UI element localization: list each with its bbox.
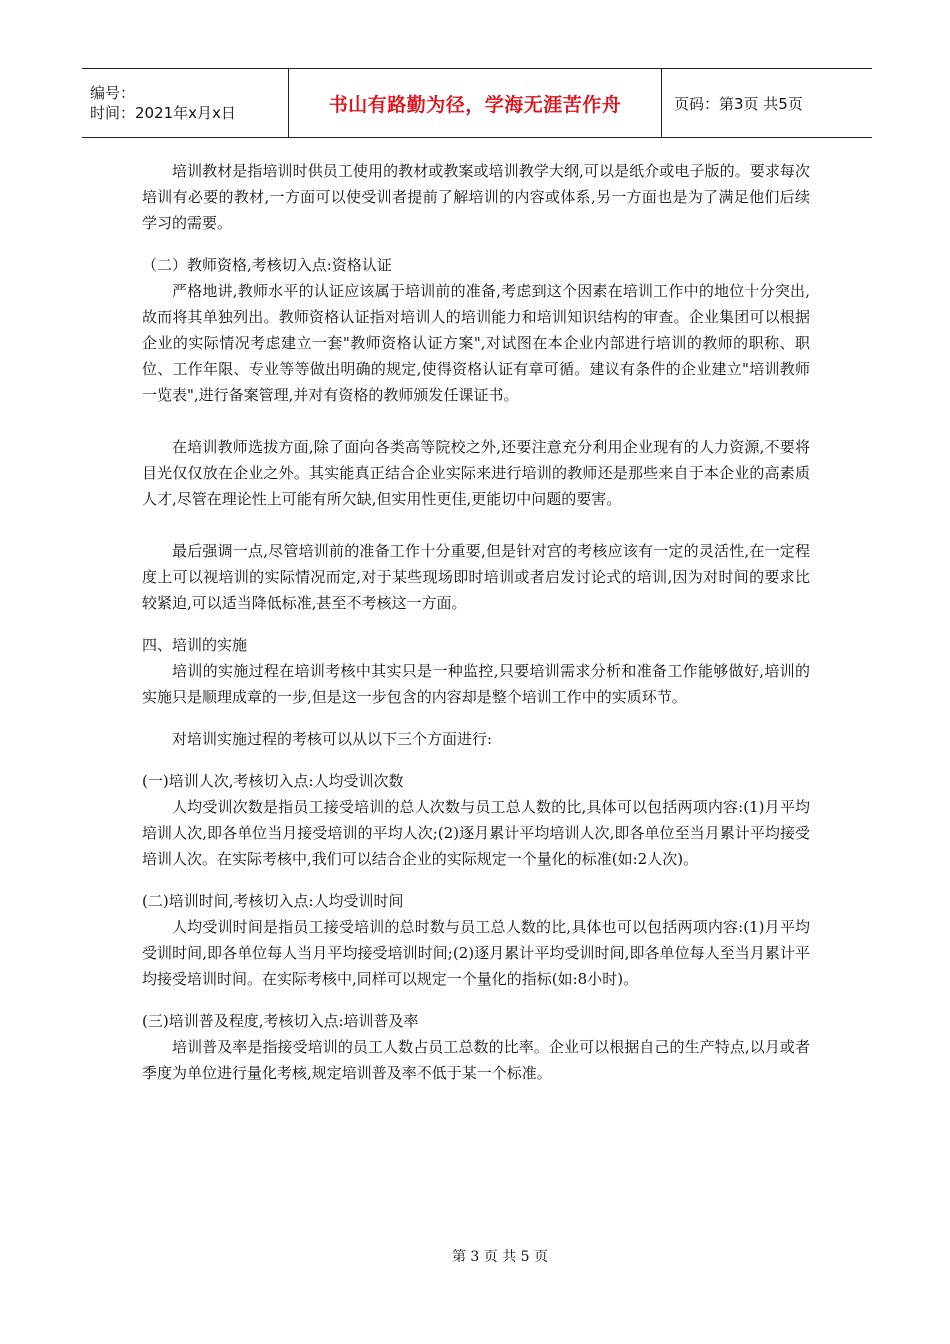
number-label: 编号： xyxy=(90,84,136,102)
document-body xyxy=(142,158,810,1086)
paragraph: 培训普及率是指接受培训的员工人数占员工总数的比率。企业可以根据自己的生产特点,以月或者季度为单位进行量化考核,规定培训普及率不低于某一个标准。 xyxy=(142,1038,810,1082)
paragraph: 人均受训次数是指员工接受培训的总人次数与员工总人数的比,具体可以包括两项内容:(1)月平均培训人次,即各单位当月接受培训的平均人次;(2)逐月累计平均培训人次,即各单位至当月累计平均接受培训人次。在实际考核中,我们可以结合企业的实际规定一个量化的标准(如:2人次)。 xyxy=(142,798,810,868)
paragraph: 在培训教师选拔方面,除了面向各类高等院校之外,还要注意充分利用企业现有的人力资源,不要将目光仅仅放在企业之外。其实能真正结合企业实际来进行培训的教师还是那些来自于本企业的高素质人才,尽管在理论性上可能有所欠缺,但实用性更佳,更能切中问题的要害。 xyxy=(142,438,810,508)
header-table xyxy=(82,68,872,138)
date-label: 时间：2021年x月x日 xyxy=(90,104,236,122)
paragraph: 对培训实施过程的考核可以从以下三个方面进行: xyxy=(172,730,493,748)
page-footer: 第 3 页 共 5 页 xyxy=(451,1249,549,1265)
paragraph: 最后强调一点,尽管培训前的准备工作十分重要,但是针对宫的考核应该有一定的灵活性,在一定程度上可以视培训的实际情况而定,对于某些现场即时培训或者启发讨论式的培训,因为对时间的要求比较紧迫,可以适当降低标准,甚至不考核这一方面。 xyxy=(142,542,810,612)
section-heading: （二）教师资格,考核切入点:资格认证 xyxy=(142,256,392,274)
paragraph: 严格地讲,教师水平的认证应该属于培训前的准备,考虑到这个因素在培训工作中的地位十分突出,故而将其单独列出。教师资格认证指对培训人的培训能力和培训知识结构的审查。企业集团可以根据企业的实际情况考虑建立一套"教师资格认证方案",对试图在本企业内部进行培训的教师的职称、职位、工作年限、专业等等做出明确的规定,使得资格认证有章可循。建议有条件的企业建立"培训教师一览表",进行备案管理,并对有资格的教师颁发任课证书。 xyxy=(142,282,810,404)
paragraph: 人均受训时间是指员工接受培训的总时数与员工总人数的比,具体也可以包括两项内容:(1)月平均受训时间,即各单位每人当月平均接受培训时间;(2)逐月累计平均受训时间,即各单位每人至当月累计平均接受培训时间。在实际考核中,同样可以规定一个量化的指标(如:8小时)。 xyxy=(142,918,810,988)
paragraph: 培训教材是指培训时供员工使用的教材或教案或培训教学大纲,可以是纸介或电子版的。要求每次培训有必要的教材,一方面可以使受训者提前了解培训的内容或体系,另一方面也是为了满足他们后续学习的需要。 xyxy=(142,162,810,232)
section-heading: (三)培训普及程度,考核切入点:培训普及率 xyxy=(142,1012,419,1030)
section-heading: 四、培训的实施 xyxy=(142,636,248,654)
paragraph: 培训的实施过程在培训考核中其实只是一种监控,只要培训需求分析和准备工作能够做好,培训的实施只是顺理成章的一步,但是这一步包含的内容却是整个培训工作中的实质环节。 xyxy=(142,662,810,706)
section-heading: (一)培训人次,考核切入点:人均受训次数 xyxy=(142,772,404,790)
section-heading: (二)培训时间,考核切入点:人均受训时间 xyxy=(142,892,404,910)
header-meta xyxy=(82,69,289,138)
page-label: 页码：第3页 共5页 xyxy=(662,69,873,138)
motto: 书山有路勤为径，学海无涯苦作舟 xyxy=(289,69,662,138)
